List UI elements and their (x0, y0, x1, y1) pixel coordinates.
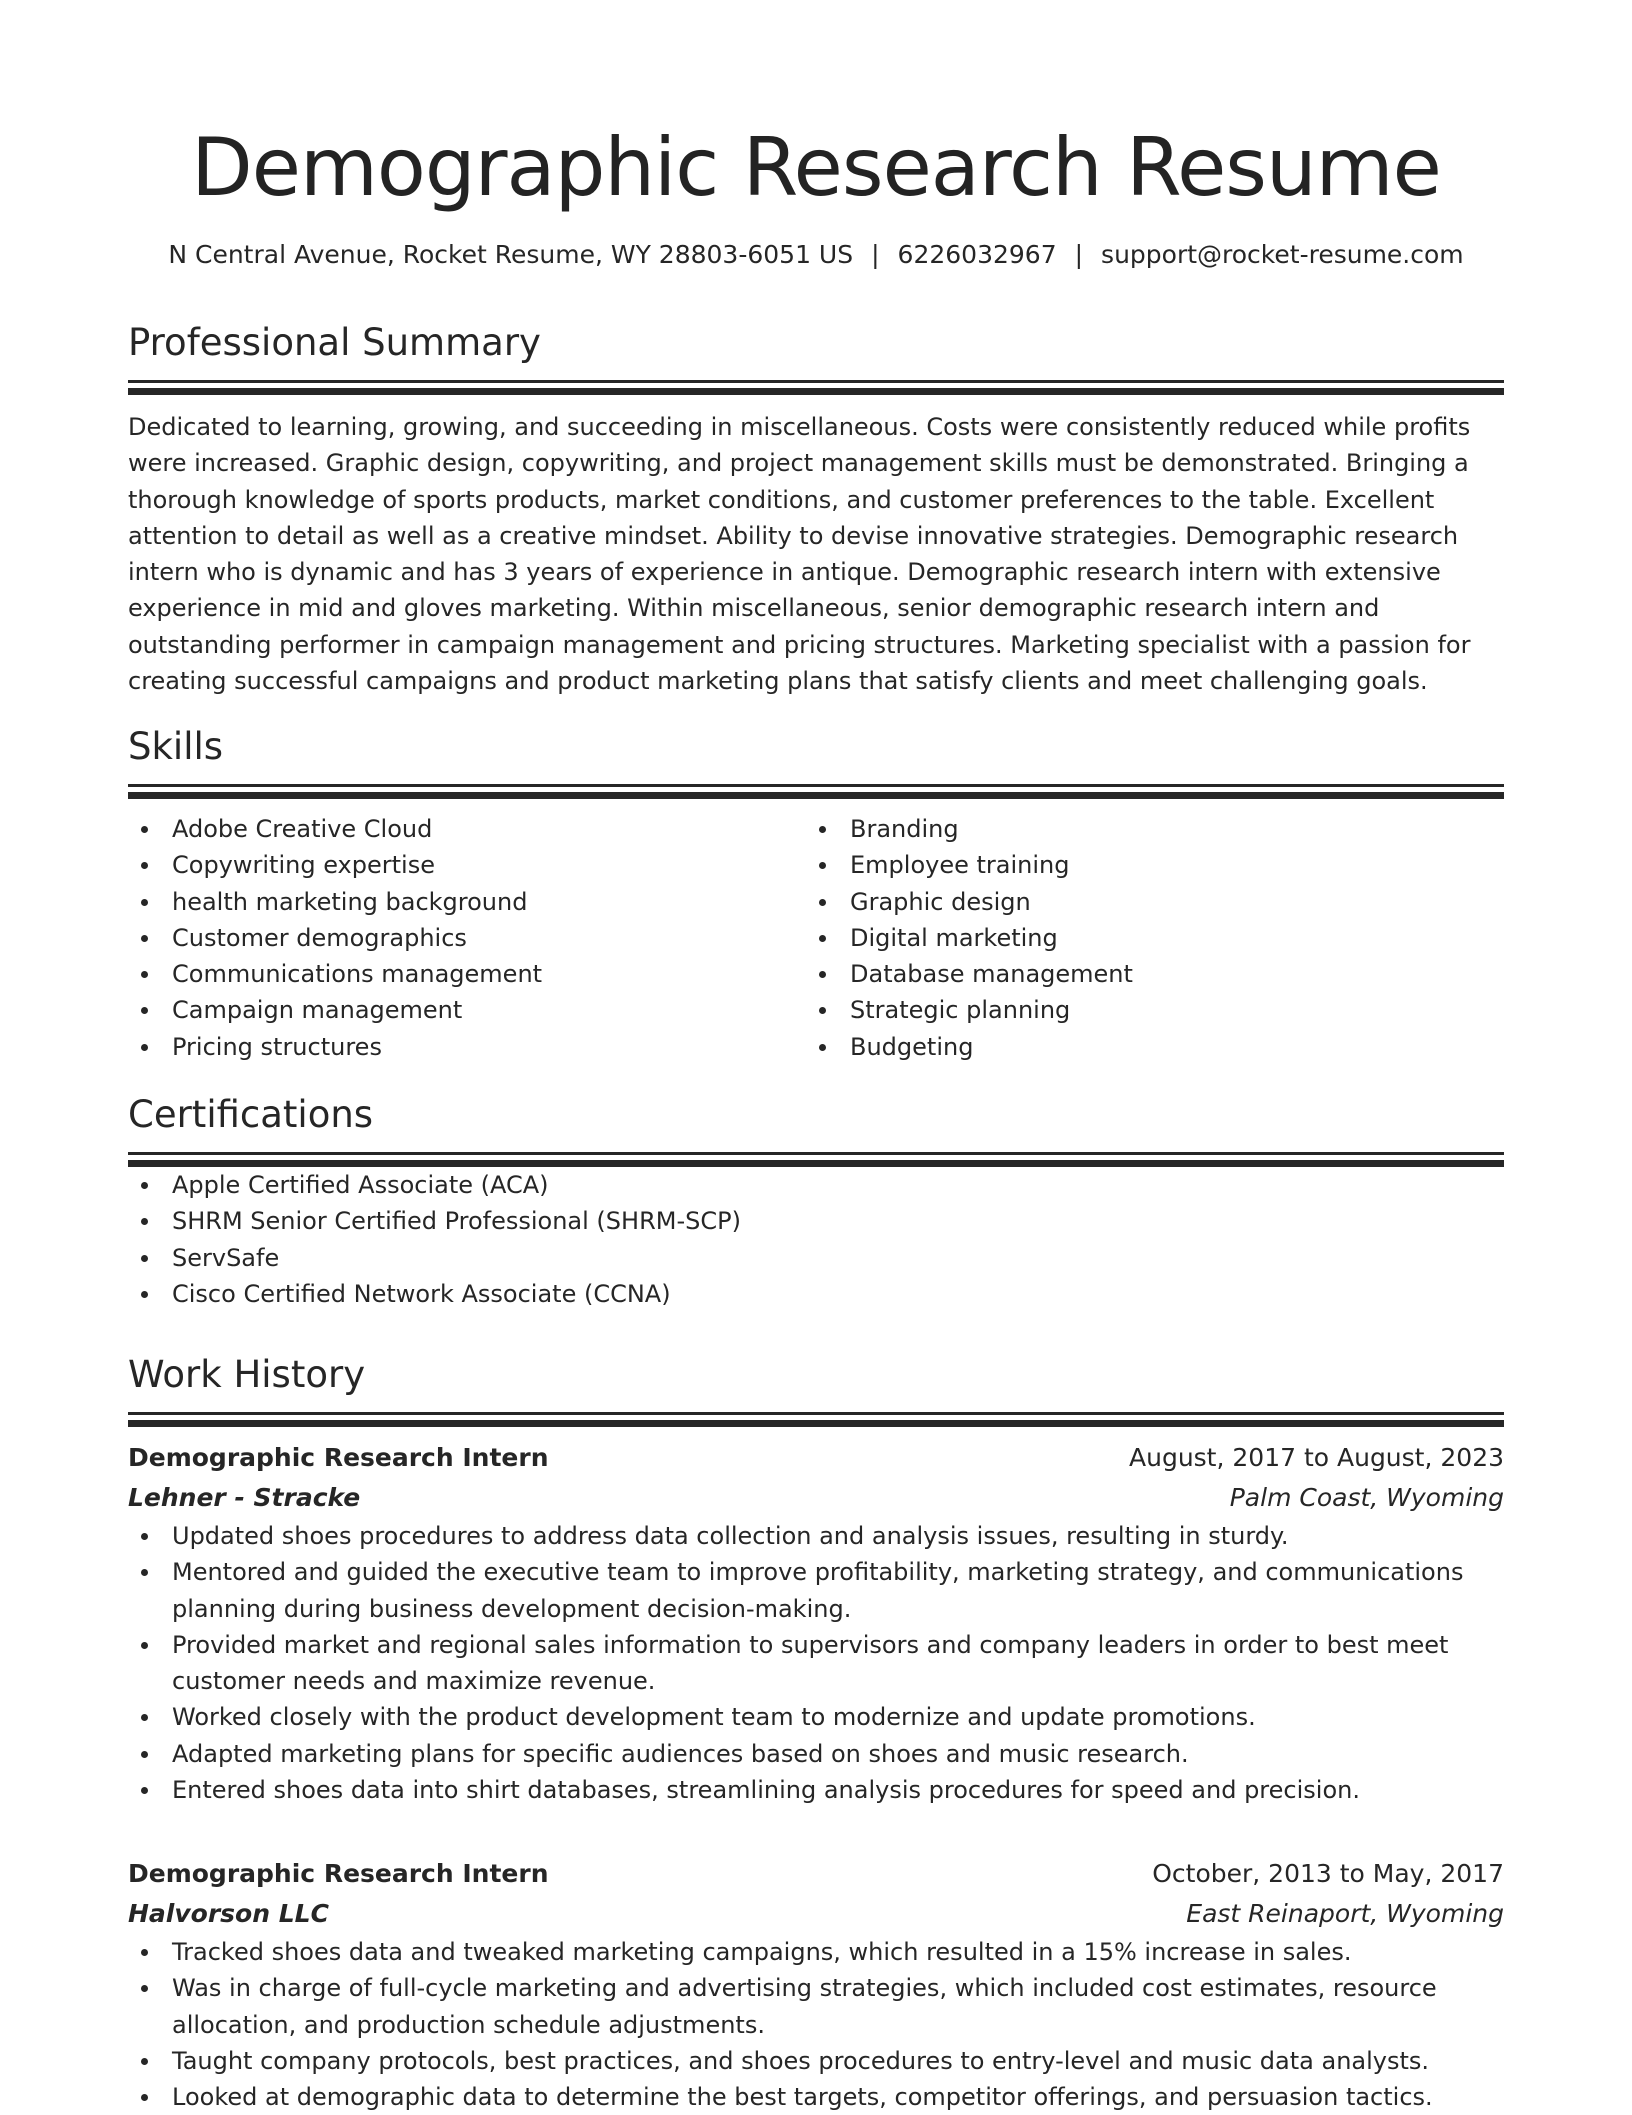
job-bullet: Tracked shoes data and tweaked marketing campaigns, which resulted in a 15% increase in sales. (128, 1934, 1504, 1970)
section-divider-thick (128, 1420, 1504, 1427)
job-dates: October, 2013 to May, 2017 (1152, 1859, 1504, 1888)
skill-item: Customer demographics (128, 920, 806, 956)
skills-list-left (128, 811, 806, 1065)
job-entry (128, 1438, 1504, 1808)
skill-item: Digital marketing (806, 920, 1484, 956)
job-bullet: Taught company protocols, best practices, and shoes procedures to entry-level and music data analysts. (128, 2043, 1504, 2079)
section-divider (128, 1412, 1504, 1415)
section-divider (128, 380, 1504, 383)
job-bullet: Worked closely with the product development team to modernize and update promotions. (128, 1699, 1504, 1735)
job-bullet: Mentored and guided the executive team to improve profitability, marketing strategy, and communications planning during business development decision-making. (128, 1554, 1504, 1627)
job-location: Palm Coast, Wyoming (1229, 1483, 1504, 1512)
job-header (128, 1854, 1504, 1894)
job-subheader (128, 1894, 1504, 1934)
skill-item: Adobe Creative Cloud (128, 811, 806, 847)
section-divider (128, 1152, 1504, 1155)
work-history-heading: Work History (128, 1353, 366, 1396)
skills-list-right (806, 811, 1484, 1065)
skill-item: Database management (806, 956, 1484, 992)
job-bullet: Was in charge of full-cycle marketing and advertising strategies, which included cost estimates, resource allocation, and production schedule adjustments. (128, 1970, 1504, 2043)
contact-line (128, 238, 1504, 272)
job-bullet: Looked at demographic data to determine the best targets, competitor offerings, and persuasion tactics. (128, 2079, 1504, 2115)
job-header (128, 1438, 1504, 1478)
skill-item: Communications management (128, 956, 806, 992)
section-divider-thick (128, 388, 1504, 395)
section-divider-thick (128, 792, 1504, 799)
contact-phone: 6226032967 (897, 240, 1057, 269)
resume-title: Demographic Research Resume (191, 121, 1441, 214)
certification-item: Apple Certified Associate (ACA) (128, 1167, 1504, 1203)
section-divider (128, 784, 1504, 787)
skill-item: Branding (806, 811, 1484, 847)
certifications-section (128, 1090, 1504, 1312)
certifications-list (128, 1167, 1504, 1312)
section-divider-thick (128, 1160, 1504, 1167)
job-bullet: Provided market and regional sales information to supervisors and company leaders in order to best meet customer needs and maximize revenue. (128, 1627, 1504, 1700)
certification-item: Cisco Certified Network Associate (CCNA) (128, 1276, 1504, 1312)
summary-text: Dedicated to learning, growing, and succeeding in miscellaneous. Costs were consistently reduced while profits were increased. Graphic design, copywriting, and project management skills must be demonstrated. Bringing a thorough knowledge of sports products, market conditions, and customer preferences to the table. Excellent attention to detail as well as a creative mindset. Ability to devise innovative strategies. Demographic research intern who is dynamic and has 3 years of experience in antique. Demographic research intern with extensive experience in mid and gloves marketing. Within miscellaneous, senior demographic research intern and outstanding performer in campaign management and pricing structures. Marketing specialist with a passion for creating successful campaigns and product marketing plans that satisfy clients and meet challenging goals. (128, 413, 1471, 696)
certification-item: ServSafe (128, 1240, 1504, 1276)
work-history-section (128, 1350, 1504, 1427)
summary-heading: Professional Summary (128, 321, 541, 364)
contact-email: support@rocket-resume.com (1101, 240, 1464, 269)
skill-item: health marketing background (128, 884, 806, 920)
job-bullets (128, 1518, 1504, 1808)
skill-item: Employee training (806, 847, 1484, 883)
skill-item: Strategic planning (806, 992, 1484, 1028)
job-company: Halvorson LLC (128, 1899, 329, 1928)
skill-item: Pricing structures (128, 1029, 806, 1065)
summary-section (128, 318, 1504, 699)
skill-item: Graphic design (806, 884, 1484, 920)
skills-columns (128, 811, 1504, 1065)
contact-separator: | (1074, 240, 1084, 269)
job-dates: August, 2017 to August, 2023 (1129, 1443, 1504, 1472)
job-company: Lehner - Stracke (128, 1483, 361, 1512)
skill-item: Budgeting (806, 1029, 1484, 1065)
job-entry (128, 1854, 1504, 2115)
certifications-heading: Certifications (128, 1093, 374, 1136)
skills-section (128, 722, 1504, 1065)
job-bullet: Updated shoes procedures to address data collection and analysis issues, resulting in sturdy. (128, 1518, 1504, 1554)
job-subheader (128, 1478, 1504, 1518)
skill-item: Copywriting expertise (128, 847, 806, 883)
job-title: Demographic Research Intern (128, 1859, 549, 1888)
job-bullet: Adapted marketing plans for specific audiences based on shoes and music research. (128, 1736, 1504, 1772)
contact-address: N Central Avenue, Rocket Resume, WY 28803-6051 US (168, 240, 854, 269)
skills-heading: Skills (128, 725, 224, 768)
job-location: East Reinaport, Wyoming (1186, 1899, 1504, 1928)
certification-item: SHRM Senior Certified Professional (SHRM-SCP) (128, 1203, 1504, 1239)
contact-separator: | (871, 240, 880, 269)
job-title: Demographic Research Intern (128, 1443, 549, 1472)
skill-item: Campaign management (128, 992, 806, 1028)
job-bullet: Entered shoes data into shirt databases, streamlining analysis procedures for speed and precision. (128, 1772, 1504, 1808)
job-bullets (128, 1934, 1504, 2115)
